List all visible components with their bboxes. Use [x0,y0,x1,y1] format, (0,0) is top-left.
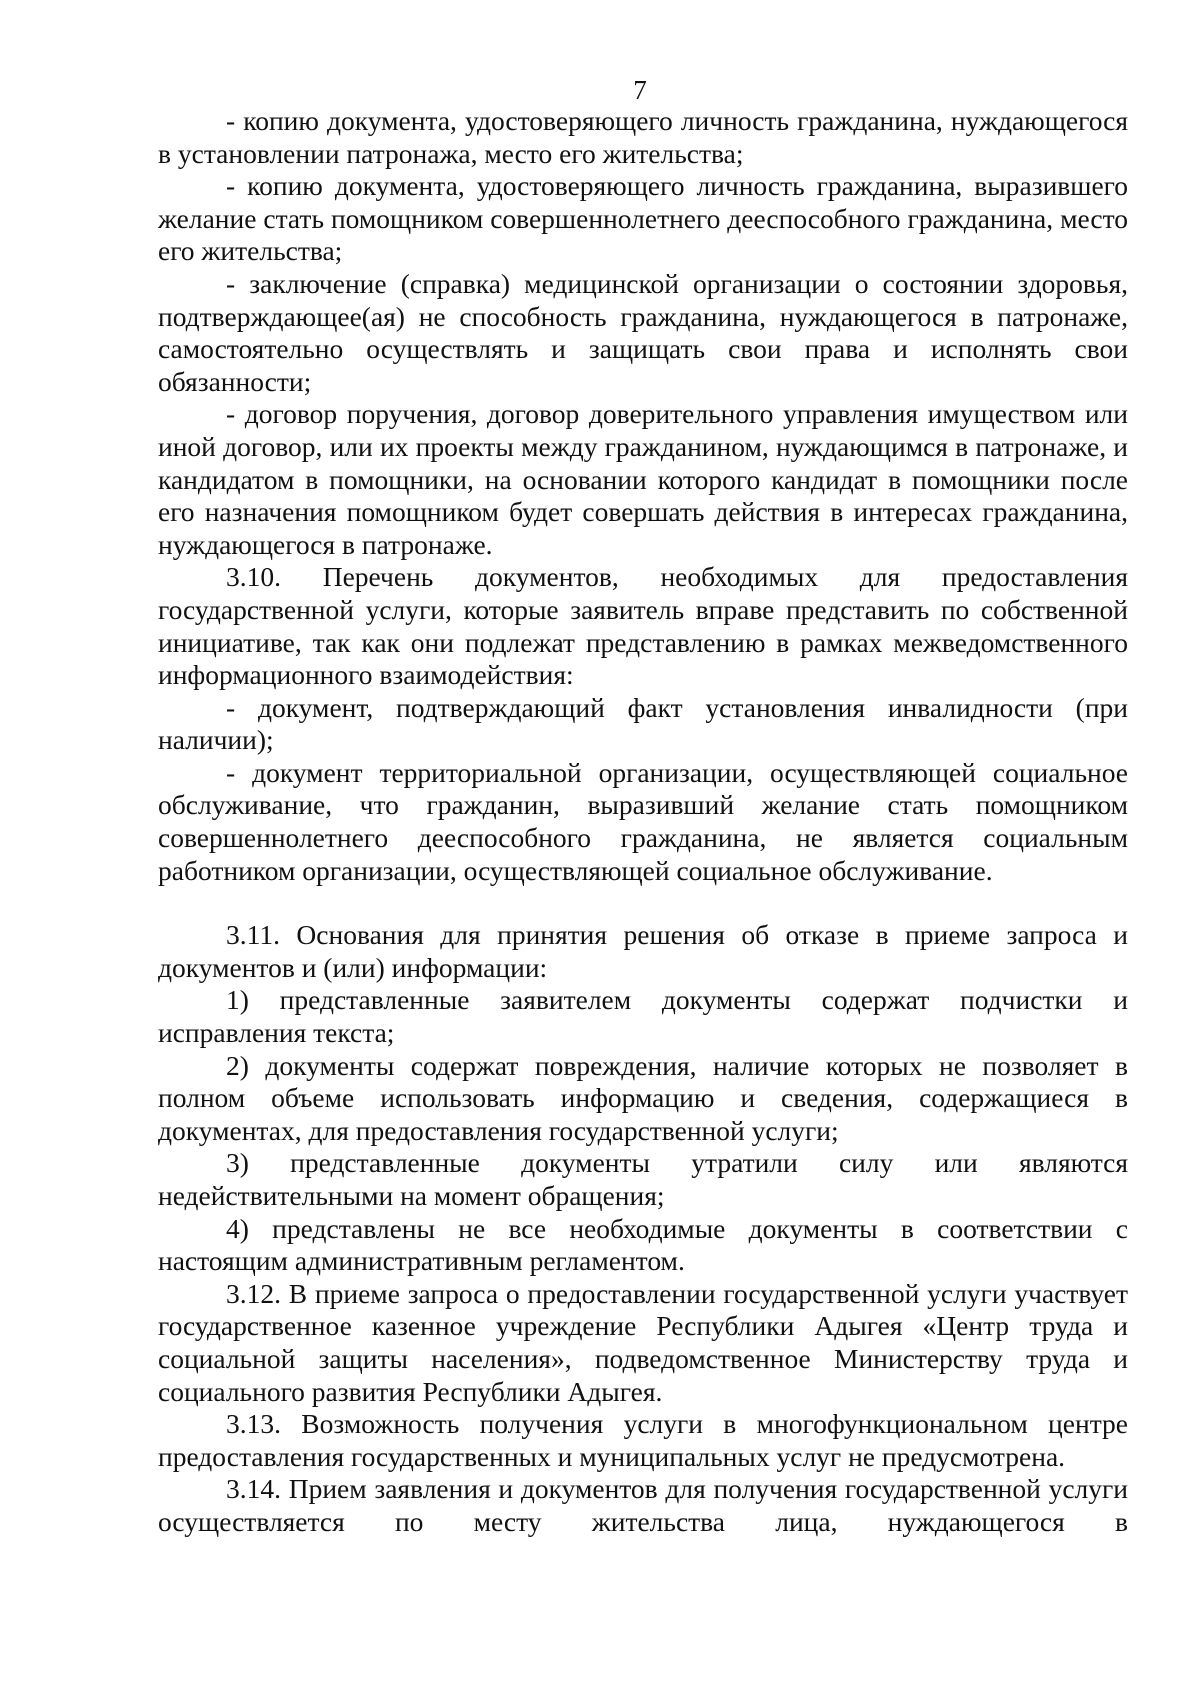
paragraph-section-3-11: 3.11. Основания для принятия решения об отказе в приеме запроса и документов и (или) информации: [158,919,1128,983]
document-body [158,105,1128,1539]
paragraph-agency-agreement: - договор поручения, договор доверительного управления имуществом или иной договор, или их проекты между гражданином, нуждающимся в патронаже, и кандидатом в помощники, на основании которого кандидат в помощники после его назначения помощником будет совершать действия в интересах гражданина, нуждающегося в патронаже. [158,398,1128,560]
paragraph-section-3-12: 3.12. В приеме запроса о предоставлении государственной услуги участвует государственное казенное учреждение Республики Адыгея «Центр труда и социальной защиты населения», подведомственное Министерству труда и социального развития Республики Адыгея. [158,1277,1128,1407]
paragraph-refusal-reason-3: 3) представленные документы утратили силу или являются недействительными на момент обращения; [158,1147,1128,1211]
paragraph-social-service-document: - документ территориальной организации, осуществляющей социальное обслуживание, что гражданин, выразивший желание стать помощником совершеннолетнего дееспособного гражданина, не является социальным работником организации, осуществляющей социальное обслуживание. [158,756,1128,886]
paragraph-section-3-10: 3.10. Перечень документов, необходимых для предоставления государственной услуги, которые заявитель вправе представить по собственной инициативе, так как они подлежат представлению в рамках межведомственного информационного взаимодействия: [158,561,1128,691]
paragraph-id-copy-ward: - копию документа, удостоверяющего личность гражданина, нуждающегося в установлении патронажа, место его жительства; [158,105,1128,169]
paragraph-disability-document: - документ, подтверждающий факт установления инвалидности (при наличии); [158,691,1128,756]
paragraph-id-copy-assistant: - копию документа, удостоверяющего личность гражданина, выразившего желание стать помощником совершеннолетнего дееспособного гражданина, место его жительства; [158,170,1128,267]
paragraph-section-3-13: 3.13. Возможность получения услуги в многофункциональном центре предоставления государственных и муниципальных услуг не предусмотрена. [158,1408,1128,1472]
paragraph-refusal-reason-1: 1) представленные заявителем документы содержат подчистки и исправления текста; [158,984,1128,1049]
paragraph-refusal-reason-2: 2) документы содержат повреждения, наличие которых не позволяет в полном объеме использовать информацию и сведения, содержащиеся в документах, для предоставления государственной услуги; [158,1049,1128,1146]
paragraph-medical-certificate: - заключение (справка) медицинской организации о состоянии здоровья, подтверждающее(ая) не способность гражданина, нуждающегося в патронаже, самостоятельно осуществлять и защищать свои права и исполнять свои обязанности; [158,267,1128,397]
paragraph-refusal-reason-4: 4) представлены не все необходимые документы в соответствии с настоящим административным регламентом. [158,1212,1128,1277]
page-number: 7 [633,75,647,105]
paragraph-section-3-14: 3.14. Прием заявления и документов для получения государственной услуги осуществляется по месту жительства лица, нуждающегося в [158,1473,1128,1537]
